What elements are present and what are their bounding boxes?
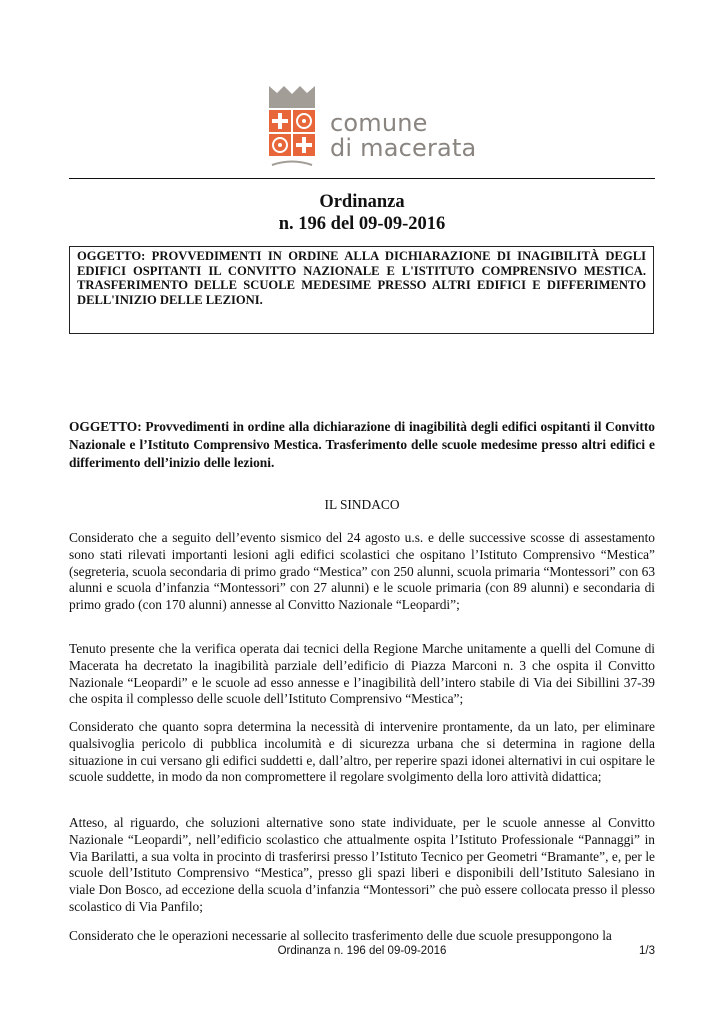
body-paragraph-3: Considerato che quanto sopra determina la necessità di intervenire prontamente, da un lato, per eliminare qualsivoglia pericolo di pubblica incolumità e di sicurezza urbana che si determina in ragione della situazione in cui versano gli edifici suddetti e, dall’altro, per reperire spazi idonei alternativi in cui ospitare le scuole suddette, in modo da non compromettere il regolare svolgimento della loro attività didattica;	[69, 719, 655, 785]
document-title: Ordinanza	[319, 192, 405, 212]
body-paragraph-5: Considerato che le operazioni necessarie al sollecito trasferimento delle due scuole presuppongono la	[69, 928, 612, 943]
body-paragraph-2: Tenuto presente che la verifica operata dai tecnici della Regione Marche unitamente a quelli del Comune di Macerata ha decretato la inagibilità parziale dell’edificio di Piazza Marconi n. 3 che ospita il Convitto Nazionale “Leopardi” e le scuole ad esso annesse e l’inagibilità dell’intero stabile di Via dei Sibillini 37-39 che ospita il complesso delle scuole dell’Istituto Comprensivo “Mestica”;	[69, 641, 655, 707]
coat-of-arms-icon	[266, 84, 326, 166]
comune-di-macerata-logo	[266, 84, 477, 166]
sindaco-heading: IL SINDACO	[324, 497, 400, 512]
body-paragraph-1: Considerato che a seguito dell’evento sismico del 24 agosto u.s. e delle successive scosse di assestamento sono stati rilevati importanti lesioni agli edifici scolastici che ospitano l’Istituto Comprensivo “Mestica” (segreteria, scuola secondaria di primo grado “Mestica” con 250 alunni, scuola primaria “Montessori” con 63 alunni e scuola d’infanzia “Montessori” con 27 alunni) e le scuole primaria (con 89 alunni) e secondaria di primo grado (con 170 alunni) annesse al Convitto Nazionale “Leopardi”;	[69, 530, 656, 613]
logo-text-di-macerata: di macerata	[330, 134, 477, 162]
header-divider	[69, 178, 655, 179]
subject-box	[69, 246, 654, 334]
footer-doc-ref: Ordinanza n. 196 del 09-09-2016	[277, 945, 447, 957]
logo-text-comune: comune	[330, 109, 428, 137]
footer-page-number: 1/3	[639, 945, 655, 957]
document-number: n. 196 del 09-09-2016	[278, 214, 446, 234]
body-paragraph-4: Atteso, al riguardo, che soluzioni alternative sono state individuate, per le scuole annesse al Convitto Nazionale “Leopardi”, nell’edificio scolastico che attualmente ospita l’Istituto Professionale “Pannaggi” in Via Barilatti, a sua volta in procinto di trasferirsi presso l’Istituto Tecnico per Geometri “Bramante”, e, per le scuole dell’Istituto Comprensivo “Mestica”, presso gli spazi liberi e disponibili dell’Istituto Salesiano in viale Don Bosco, ad eccezione della scuola d’infanzia “Montessori” che può essere collocata presso il plesso scolastico di Via Panfilo;	[69, 815, 655, 914]
oggetto-paragraph: OGGETTO: Provvedimenti in ordine alla dichiarazione di inagibilità degli edifici ospitanti il Convitto Nazionale e l’Istituto Comprensivo Mestica. Trasferimento delle scuole medesime presso altri edifici e differimento dell’inizio delle lezioni.	[69, 419, 655, 470]
subject-box-text: OGGETTO: PROVVEDIMENTI IN ORDINE ALLA DICHIARAZIONE DI INAGIBILITÀ DEGLI EDIFICI OSPITANTI IL CONVITTO NAZIONALE E L'ISTITUTO COMPRENSIVO MESTICA. TRASFERIMENTO DELLE SCUOLE MEDESIME PRESSO ALTRI EDIFICI E DIFFERIMENTO DELL'INIZIO DELLE LEZIONI.	[77, 249, 646, 307]
